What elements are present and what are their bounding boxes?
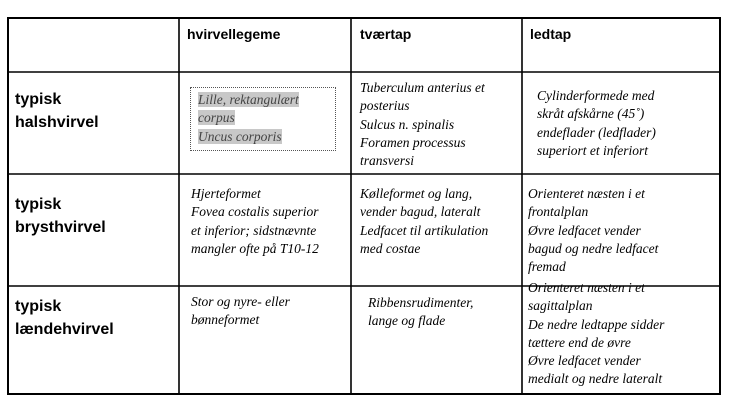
tvaertap-halshvirvel: Tuberculum anterius et posterius Sulcus n. spinalis Foramen processus transversi <box>360 80 485 169</box>
tvaertap-laendehvirvel: Ribbensrudimenter, lange og flade <box>368 295 474 329</box>
row-label-laendehvirvel: typisk lændehvirvel <box>15 298 114 338</box>
row-label-brysthvirvel: typisk brysthvirvel <box>15 196 106 236</box>
header-ledtap: ledtap <box>530 26 572 42</box>
header-hvirvellegeme: hvirvellegeme <box>187 26 281 42</box>
header-tvaertap: tværtap <box>360 26 412 42</box>
tvaertap-brysthvirvel: Kølleformet og lang, vender bagud, lateralt Ledfacet til artikulation med costae <box>360 186 489 256</box>
vertebra-comparison-table <box>7 17 721 395</box>
hvirvellegeme-brysthvirvel: Hjerteformet Fovea costalis superior et inferior; sidstnævnte mangler ofte på T10-12 <box>191 186 319 256</box>
hvirvellegeme-laendehvirvel: Stor og nyre- eller bønneformet <box>191 294 290 328</box>
hvirvellegeme-halshvirvel-box: Lille, rektangulært corpus Uncus corporis <box>190 87 336 151</box>
row-label-halshvirvel: typisk halshvirvel <box>15 91 99 131</box>
ledtap-laendehvirvel: Orienteret næsten i et sagittalplan De nedre ledtappe sidder tættere end de øvre Øvre ledfacet vender medialt og nedre lateralt <box>528 280 665 387</box>
ledtap-brysthvirvel: Orienteret næsten i et frontalplan Øvre ledfacet vender bagud og nedre ledfacet fremad <box>528 186 659 275</box>
ledtap-halshvirvel: Cylinderformede med skråt afskårne (45˚) endeflader (ledflader) superiort et inferiort <box>537 88 656 158</box>
